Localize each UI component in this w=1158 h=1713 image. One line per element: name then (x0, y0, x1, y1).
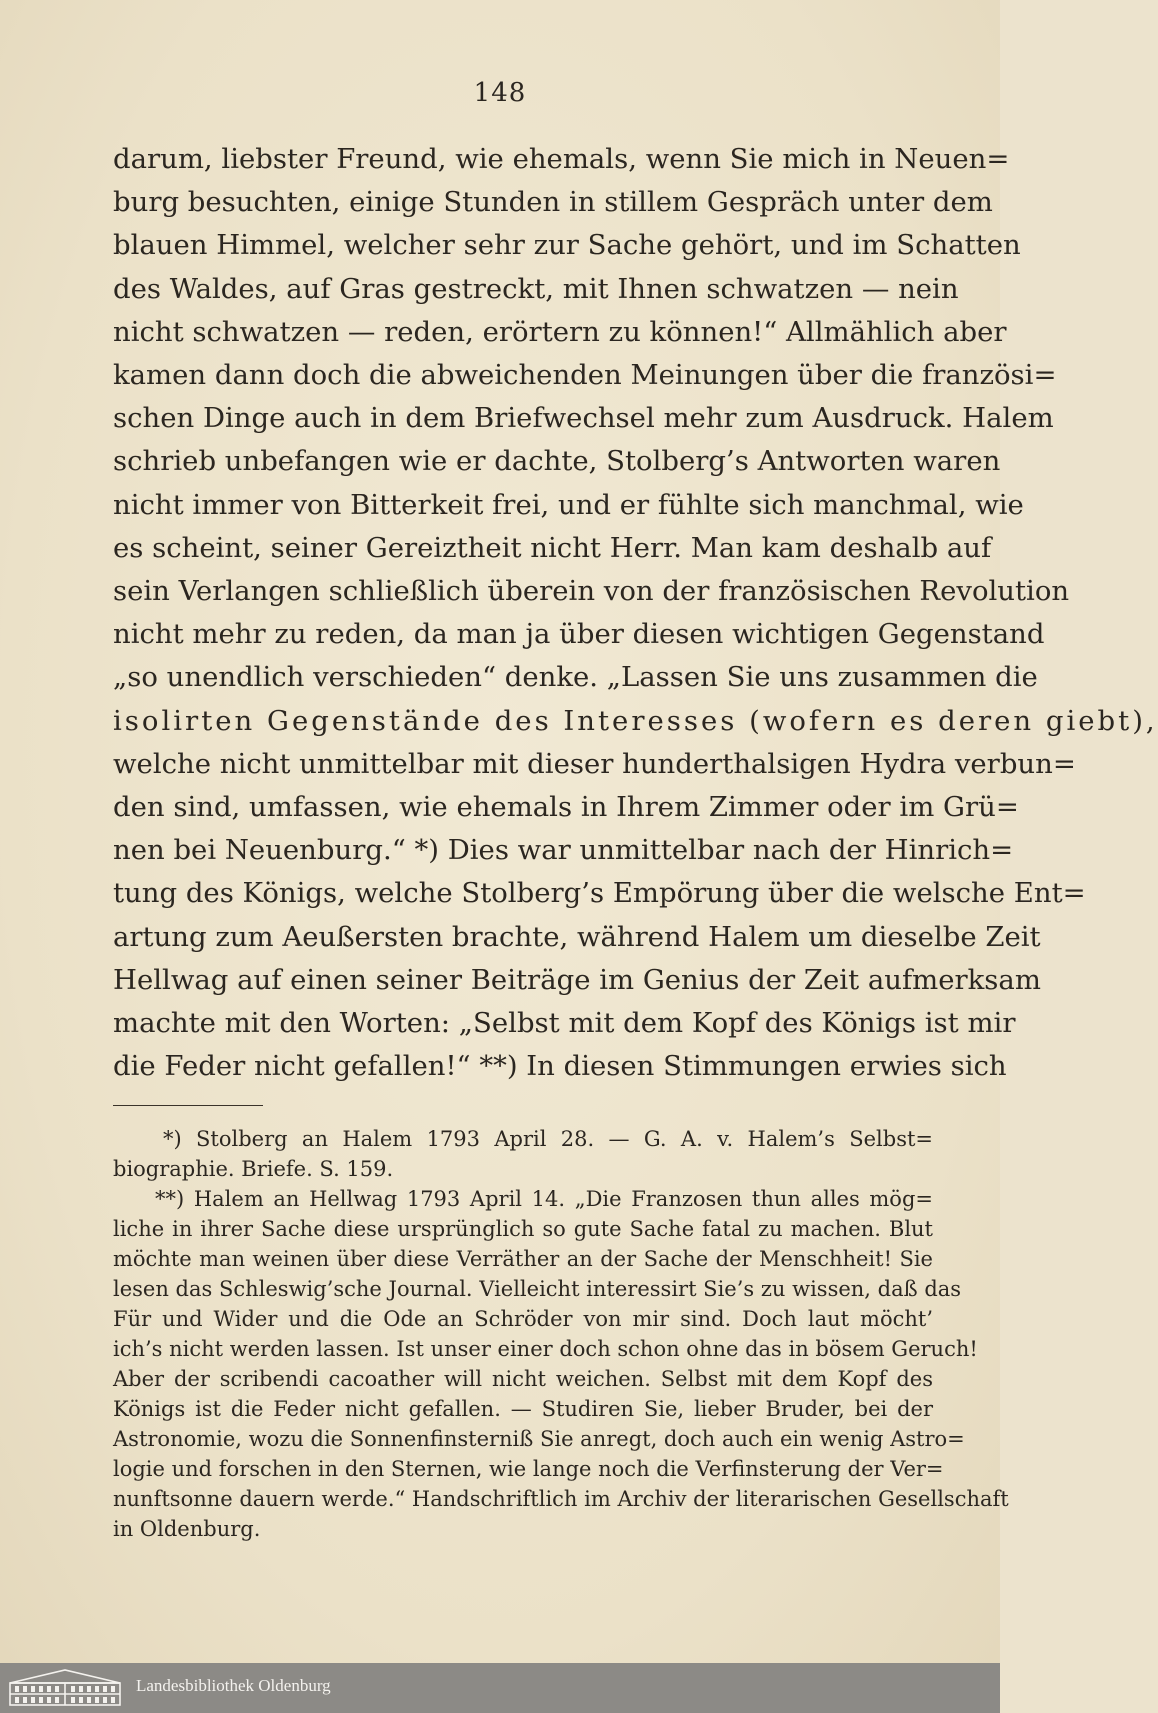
footnote-line: nunftsonne dauern werde.“ Handschriftlich im Archiv der literarischen Gesellschaft (113, 1487, 1009, 1511)
body-line: blauen Himmel, welcher sehr zur Sache gehört, und im Schatten (113, 229, 1021, 262)
body-line: die Feder nicht gefallen!“ **) In diesen Stimmungen erwies sich (113, 1050, 1007, 1083)
library-building-icon (6, 1667, 124, 1709)
body-line: artung zum Aeußersten brachte, während Halem um dieselbe Zeit (113, 920, 1041, 953)
footnote-line: Aber der scribendi cacoather will nicht weichen. Selbst mit dem Kopf des (113, 1367, 933, 1391)
footnote-line: liche in ihrer Sache diese ursprünglich so gute Sache fatal zu machen. Blut (113, 1217, 933, 1241)
body-line: nen bei Neuenburg.“ *) Dies war unmittelbar nach der Hinrich= (113, 834, 1014, 867)
footnote-line: Für und Wider und die Ode an Schröder von mir sind. Doch laut möcht’ (113, 1307, 933, 1331)
footnote-line: logie und forschen in den Sternen, wie lange noch die Verfinsterung der Ver= (113, 1457, 944, 1481)
footnote-line: ich’s nicht werden lassen. Ist unser einer doch schon ohne das in bösem Geruch! (113, 1337, 978, 1361)
body-line: tung des Königs, welche Stolberg’s Empörung über die welsche Ent= (113, 877, 1086, 910)
footnote-divider (113, 1105, 263, 1106)
footnote-line: in Oldenburg. (113, 1517, 261, 1541)
library-footer-bar (0, 1663, 1000, 1713)
body-line: burg besuchten, einige Stunden in stillem Gespräch unter dem (113, 186, 993, 219)
footnote-line: möchte man weinen über diese Verräther an der Sache der Menschheit! Sie (113, 1247, 933, 1271)
body-line: nicht immer von Bitterkeit frei, und er fühlte sich manchmal, wie (113, 488, 1024, 521)
library-name[interactable]: Landesbibliothek Oldenburg (136, 1676, 331, 1695)
body-line: des Waldes, auf Gras gestreckt, mit Ihnen schwatzen — nein (113, 272, 959, 305)
body-line: nicht schwatzen — reden, erörtern zu können!“ Allmählich aber (113, 315, 1007, 348)
body-line: schen Dinge auch in dem Briefwechsel mehr zum Ausdruck. Halem (113, 402, 1054, 435)
body-line: den sind, umfassen, wie ehemals in Ihrem Zimmer oder im Grü= (113, 791, 1019, 824)
footnote-line: **) Halem an Hellwag 1793 April 14. „Die Franzosen thun alles mög= (155, 1187, 933, 1211)
body-line: welche nicht unmittelbar mit dieser hunderthalsigen Hydra verbun= (113, 747, 1076, 780)
footnote-line: biographie. Briefe. S. 159. (113, 1157, 394, 1181)
body-line: machte mit den Worten: „Selbst mit dem Kopf des Königs ist mir (113, 1007, 1016, 1040)
body-line: Hellwag auf einen seiner Beiträge im Genius der Zeit aufmerksam (113, 963, 1041, 996)
body-line: kamen dann doch die abweichenden Meinungen über die französi= (113, 359, 1057, 392)
footnote-line: *) Stolberg an Halem 1793 April 28. — G. A. v. Halem’s Selbst= (163, 1127, 933, 1151)
footnote-line: Astronomie, wozu die Sonnenfinsterniß Sie anregt, doch auch ein wenig Astro= (113, 1427, 965, 1451)
footnote-line: Königs ist die Feder nicht gefallen. — Studiren Sie, lieber Bruder, bei der (113, 1397, 933, 1421)
body-line: schrieb unbefangen wie er dachte, Stolberg’s Antworten waren (113, 445, 1001, 478)
body-line: „so unendlich verschieden“ denke. „Lassen Sie uns zusammen die (113, 661, 1038, 694)
footnote-line: lesen das Schleswig’sche Journal. Vielleicht interessirt Sie’s zu wissen, daß das (113, 1277, 962, 1301)
page-number: 148 (473, 78, 527, 108)
body-line: es scheint, seiner Gereiztheit nicht Herr. Man kam deshalb auf (113, 531, 992, 564)
body-line: darum, liebster Freund, wie ehemals, wenn Sie mich in Neuen= (113, 143, 1010, 175)
body-line: nicht mehr zu reden, da man ja über diesen wichtigen Gegenstand (113, 618, 1045, 651)
body-text (113, 138, 1158, 1088)
footnotes (113, 1124, 1009, 1544)
body-line: sein Verlangen schließlich überein von der französischen Revolution (113, 575, 1070, 608)
body-line: isolirten Gegenstände des Interesses (wofern es deren giebt), (113, 704, 1158, 737)
